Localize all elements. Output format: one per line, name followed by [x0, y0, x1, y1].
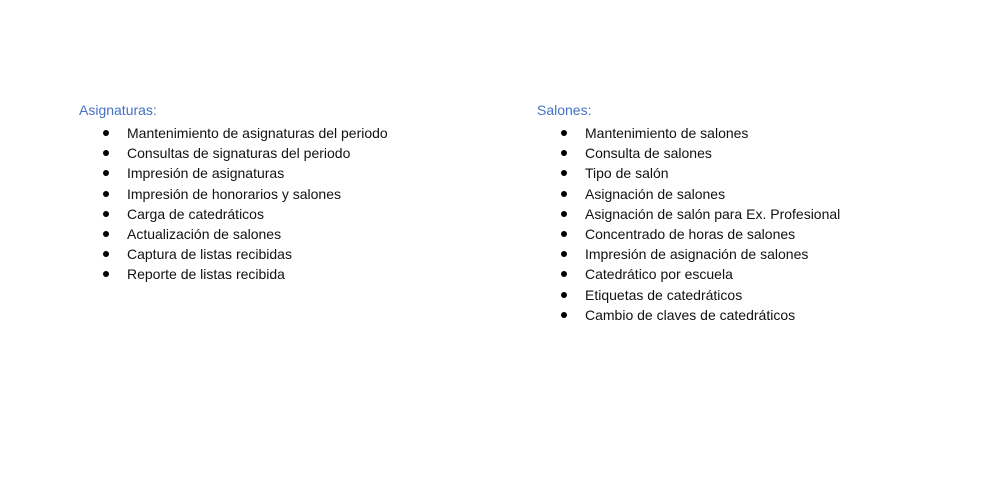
bullet-icon	[561, 211, 567, 217]
list-item-label: Consulta de salones	[585, 145, 712, 162]
list-item	[537, 305, 840, 325]
list-item-label: Mantenimiento de asignaturas del periodo	[127, 125, 388, 141]
bullet-icon	[561, 292, 567, 298]
asignaturas-section	[79, 101, 388, 285]
bullet-icon	[561, 150, 567, 156]
bullet-icon	[103, 271, 109, 277]
list-item-label: Concentrado de horas de salones	[585, 226, 796, 243]
list-item-label: Reporte de listas recibida	[127, 266, 285, 283]
list-item-label: Consultas de signaturas del periodo	[127, 145, 351, 162]
salones-heading: Salones:	[537, 102, 592, 118]
bullet-icon	[561, 191, 567, 197]
bullet-icon	[103, 150, 109, 156]
bullet-icon	[103, 251, 109, 257]
list-item	[537, 163, 840, 183]
bullet-icon	[561, 251, 567, 257]
list-item-label: Carga de catedráticos	[127, 205, 264, 222]
bullet-icon	[103, 170, 109, 176]
list-item-label: Actualización de salones	[127, 226, 282, 243]
list-item	[537, 264, 840, 284]
list-item	[537, 244, 840, 264]
list-item	[537, 143, 840, 163]
salones-section	[537, 101, 840, 325]
list-item	[537, 184, 840, 204]
list-item	[537, 123, 840, 143]
bullet-icon	[103, 231, 109, 237]
bullet-icon	[561, 312, 567, 318]
bullet-icon	[561, 271, 567, 277]
bullet-icon	[561, 231, 567, 237]
list-item	[79, 163, 388, 183]
list-item	[537, 204, 840, 224]
salones-list	[537, 123, 840, 325]
asignaturas-heading: Asignaturas:	[79, 102, 157, 118]
list-item-label: Captura de listas recibidas	[127, 246, 292, 263]
bullet-icon	[103, 130, 109, 136]
list-item	[537, 224, 840, 244]
list-item	[537, 285, 840, 305]
list-item-label: Asignación de salón para Ex. Profesional	[585, 205, 841, 222]
list-item-label: Etiquetas de catedráticos	[585, 286, 743, 303]
asignaturas-list	[79, 123, 388, 285]
list-item-label: Cambio de claves de catedráticos	[585, 306, 796, 323]
list-item	[79, 143, 388, 163]
bullet-icon	[561, 130, 567, 136]
list-item-label: Impresión de honorarios y salones	[127, 185, 342, 202]
bullet-icon	[103, 191, 109, 197]
list-item	[79, 123, 388, 143]
list-item-label: Catedrático por escuela	[585, 266, 733, 283]
list-item-label: Asignación de salones	[585, 185, 726, 202]
list-item-label: Impresión de asignación de salones	[585, 246, 809, 263]
list-item	[79, 184, 388, 204]
list-item-label: Impresión de asignaturas	[127, 165, 285, 182]
bullet-icon	[561, 170, 567, 176]
list-item	[79, 224, 388, 244]
list-item	[79, 244, 388, 264]
bullet-icon	[103, 211, 109, 217]
list-item	[79, 264, 388, 284]
list-item-label: Mantenimiento de salones	[585, 125, 749, 141]
list-item	[79, 204, 388, 224]
list-item-label: Tipo de salón	[585, 165, 669, 182]
